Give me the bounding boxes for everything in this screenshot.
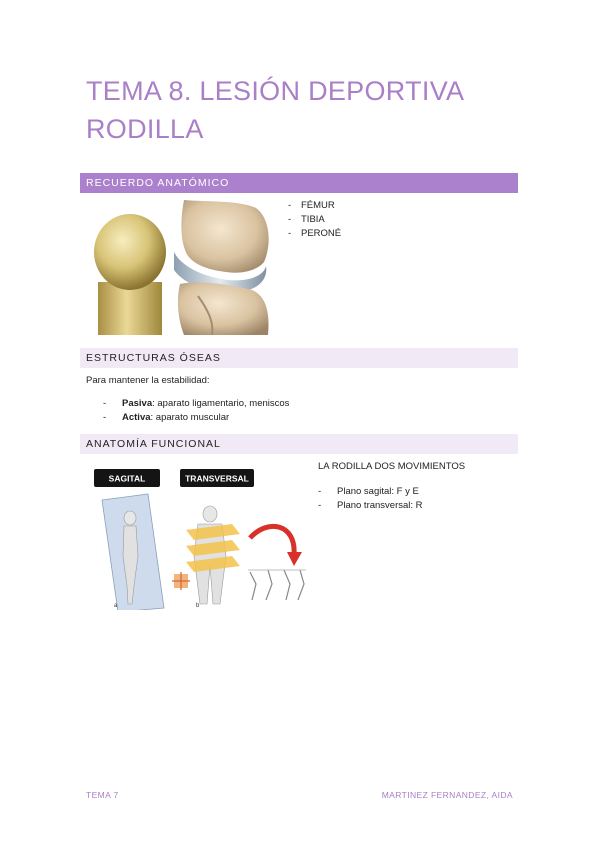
movements-list [318, 485, 423, 513]
bones-list [288, 199, 341, 241]
bone-item: - TIBIA [288, 213, 341, 227]
stability-list [103, 397, 289, 425]
stability-intro: Para mantener la estabilidad: [86, 375, 210, 386]
label-transversal: TRANSVERSAL [185, 473, 249, 484]
section-heading-recuerdo: RECUERDO ANATÓMICO [80, 173, 518, 193]
movements-heading: LA RODILLA DOS MOVIMIENTOS [318, 461, 466, 472]
label-sagital: SAGITAL [108, 473, 146, 484]
anatomical-planes-figure [92, 466, 314, 610]
page-title: TEMA 8. LESIÓN DEPORTIVA RODILLA [86, 76, 463, 144]
movement-item: - Plano sagital: F y E [318, 485, 423, 499]
section-heading-anatomia: ANATOMÍA FUNCIONAL [80, 434, 518, 454]
movement-item: - Plano transversal: R [318, 499, 423, 513]
stability-term: Activa [122, 412, 151, 423]
stability-desc: : aparato ligamentario, meniscos [152, 398, 290, 409]
stability-desc: : aparato muscular [150, 412, 230, 423]
bone-item: - FÉMUR [288, 199, 341, 213]
bone-item: - PERONÉ [288, 227, 341, 241]
label-b: b [196, 603, 200, 609]
stability-term: Pasiva [122, 398, 153, 409]
footer-left: TEMA 7 [86, 790, 119, 800]
footer-right: MARTINEZ FERNANDEZ, AIDA [381, 790, 513, 800]
knee-joint-image [88, 200, 273, 335]
stability-item [103, 397, 289, 411]
stability-item [103, 411, 289, 425]
label-a: a [114, 603, 118, 609]
section-heading-estructuras: ESTRUCTURAS ÓSEAS [80, 348, 518, 368]
